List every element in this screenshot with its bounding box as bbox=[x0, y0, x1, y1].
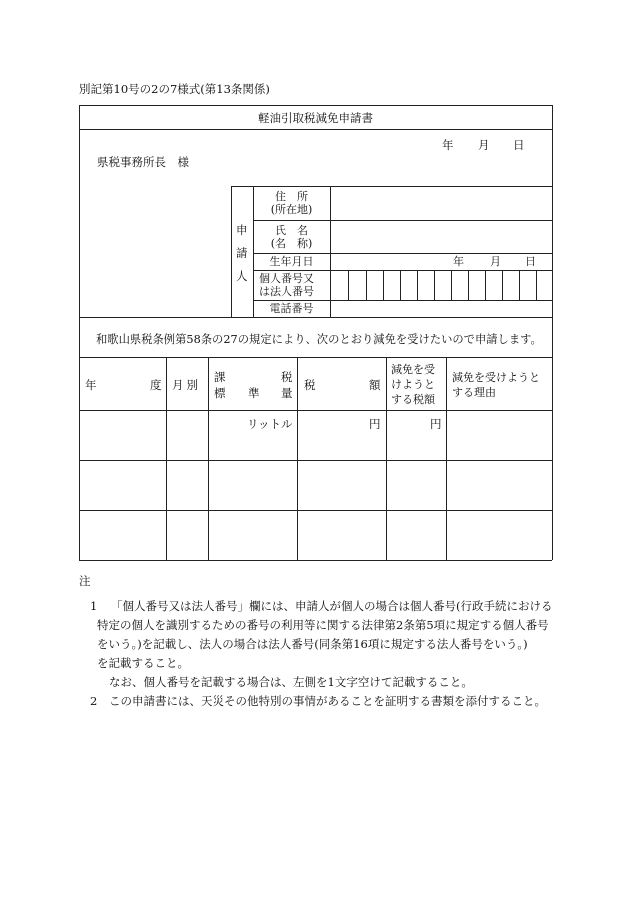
unit-liters: リットル bbox=[247, 417, 293, 431]
note-line: なお、個人番号を記載する場合は、左側を1文字空けて記載すること。 bbox=[109, 675, 473, 689]
birth-day-unit: 日 bbox=[525, 255, 536, 268]
note-number: 1 bbox=[90, 599, 98, 613]
row2-reason-cell[interactable] bbox=[447, 461, 551, 509]
birth-month-unit: 月 bbox=[490, 255, 501, 268]
row3-tax-cell[interactable] bbox=[298, 511, 385, 559]
row2-tax-cell[interactable] bbox=[298, 461, 385, 509]
row1-month-cell[interactable] bbox=[167, 411, 207, 459]
row3-year-cell[interactable] bbox=[80, 511, 165, 559]
note-line: を記載すること。 bbox=[97, 656, 189, 670]
row2-month-cell[interactable] bbox=[167, 461, 207, 509]
birth-year-unit: 年 bbox=[453, 255, 464, 268]
note-line: 「個人番号又は法人番号」欄には、申請人が個人の場合は個人番号(行政手続における bbox=[111, 599, 553, 613]
date-day-label: 日 bbox=[513, 138, 525, 152]
row3-base-cell[interactable] bbox=[209, 511, 296, 559]
birth-date-field[interactable] bbox=[331, 254, 551, 269]
date-year-label: 年 bbox=[442, 138, 454, 152]
row1-reduction-cell[interactable] bbox=[387, 430, 445, 459]
application-statement: 和歌山県税条例第58条の27の規定により、次のとおり減免を受けたいので申請します。 bbox=[96, 333, 542, 346]
phone-label: 電話番号 bbox=[269, 302, 314, 315]
row3-month-cell[interactable] bbox=[167, 511, 207, 559]
id-number-label: 個人番号又 は法人番号 bbox=[259, 272, 314, 298]
row1-year-cell[interactable] bbox=[80, 411, 165, 459]
header-reduction-amount: 減免を受 けようと する税額 bbox=[391, 363, 435, 406]
row2-base-cell[interactable] bbox=[209, 461, 296, 509]
header-month: 月別 bbox=[172, 378, 201, 392]
note-line: をいう。)を記載し、法人の場合は法人番号(同条第16項に規定する法人番号をいう。) bbox=[97, 637, 528, 651]
row1-reason-cell[interactable] bbox=[447, 411, 551, 459]
header-reduction-reason: 減免を受けようと する理由 bbox=[452, 371, 540, 399]
row1-base-cell[interactable] bbox=[209, 430, 296, 459]
form-number: 別記第10号の2の7様式(第13条関係) bbox=[79, 82, 270, 96]
note-line: この申請書には、天災その他特別の事情があることを証明する書類を添付すること。 bbox=[109, 694, 546, 708]
name-label: 氏 名 (名 称) bbox=[270, 224, 313, 250]
row2-reduction-cell[interactable] bbox=[387, 461, 445, 509]
row2-year-cell[interactable] bbox=[80, 461, 165, 509]
date-month-label: 月 bbox=[478, 138, 490, 152]
page: 別記第10号の2の7様式(第13条関係) 軽油引取税減免申請書 年 月 日 県税事務所長 様 申 請 人 住 所 (所在地) 氏 名 (名 称) 生年月日 年 月 日 個人番号又 は法人番号 電話番号 和歌山県税条例第58条の27の規定により、次のとおり減免を受けたいので申請します。 年 度 月別 課 税 標 準 量 税 額 減免を受 けようと する税額 減免を受けようと する理由 リットル 円 円 注 1 「個人番号又は法人番号」欄には、申請人が個人の場合は個人番号(行政手続における 特定の個人を識別するための番号の利用等に関する法律第2条第5項に規定する個人番号 をいう。)を記載し、法人の場合は法人番号(同条第16項に規定する法人番号をいう。) を記載すること。 なお、個人番号を記載する場合は、左側を1文字空けて記載すること。 2 この申請書には、天災その他特別の事情があることを証明する書類を添付すること。 bbox=[0, 0, 630, 903]
address-field[interactable] bbox=[331, 187, 551, 219]
phone-field[interactable] bbox=[331, 301, 551, 316]
note-number: 2 bbox=[90, 694, 98, 708]
birth-date-label: 生年月日 bbox=[269, 255, 314, 268]
row3-reason-cell[interactable] bbox=[447, 511, 551, 559]
unit-yen-tax: 円 bbox=[369, 417, 381, 431]
row3-reduction-cell[interactable] bbox=[387, 511, 445, 559]
notes-title: 注 bbox=[79, 574, 91, 588]
row1-tax-cell[interactable] bbox=[298, 430, 385, 459]
name-field[interactable] bbox=[331, 221, 551, 252]
address-label: 住 所 (所在地) bbox=[270, 190, 313, 216]
addressee: 県税事務所長 様 bbox=[97, 155, 189, 169]
form-title: 軽油引取税減免申請書 bbox=[258, 111, 373, 125]
note-line: 特定の個人を識別するための番号の利用等に関する法律第2条第5項に規定する個人番号 bbox=[97, 618, 549, 632]
unit-yen-reduction: 円 bbox=[430, 417, 442, 431]
id-number-field[interactable] bbox=[331, 271, 551, 299]
